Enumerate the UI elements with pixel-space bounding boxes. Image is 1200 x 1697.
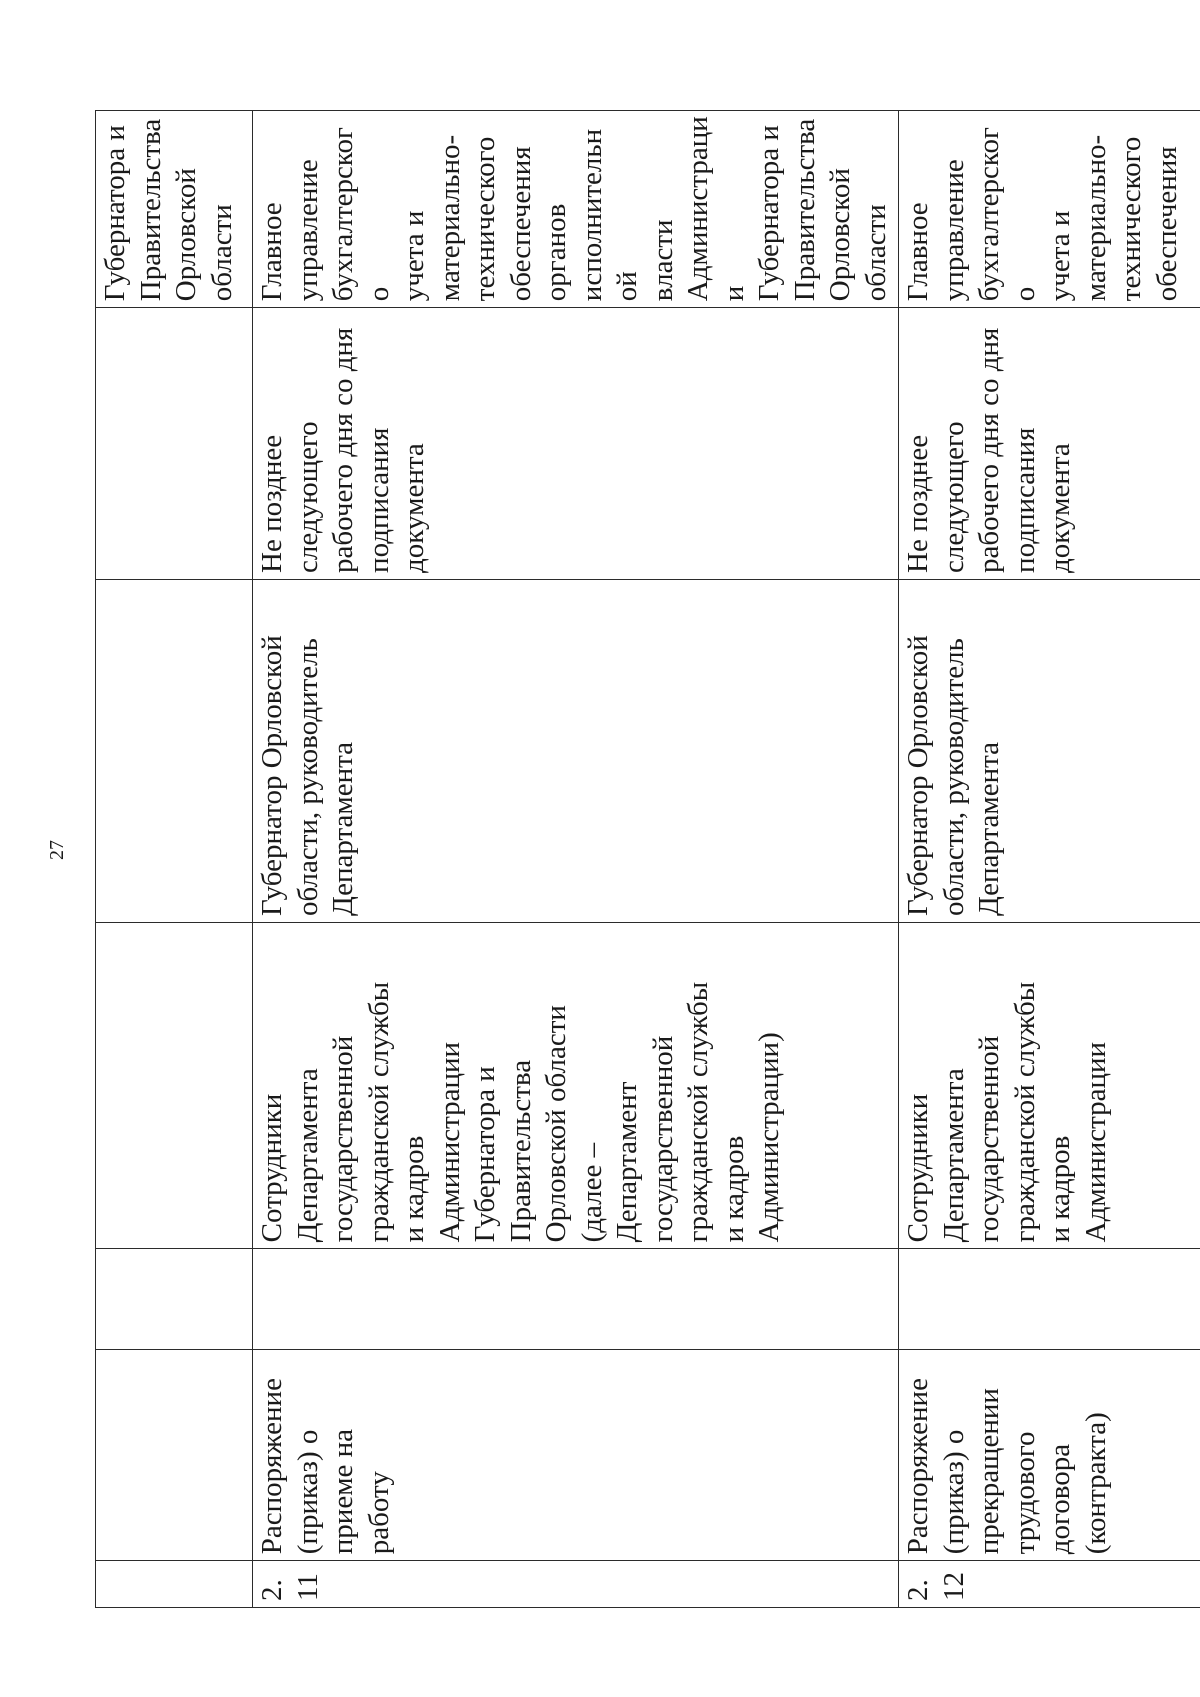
document-name: Распоряжение (приказ) о прекращении трудового договора (контракта) xyxy=(899,1349,1200,1561)
responsible-persons: Сотрудники Департамента государственной гражданской службы и кадров Администрации xyxy=(899,923,1200,1249)
document-name: Распоряжение (приказ) о приеме на работу xyxy=(253,1349,899,1561)
row-number: 2.12 xyxy=(899,1561,1200,1608)
table-cell xyxy=(96,1561,253,1608)
table-cell xyxy=(96,579,253,922)
table-cell-responsible-unit: Губернатора и Правительства Орловской области xyxy=(96,111,253,308)
table-row-2-12 xyxy=(899,111,1200,1608)
row-number: 2.11 xyxy=(253,1561,899,1608)
table-cell xyxy=(253,1249,899,1349)
rotated-document-table xyxy=(95,110,1183,1608)
document-table xyxy=(95,110,1200,1608)
table-row-continuation xyxy=(96,111,253,1608)
signers: Губернатор Орловской области, руководитель Департамента xyxy=(899,579,1200,922)
deadline: Не позднее следующего рабочего дня со дня подписания документа xyxy=(253,308,899,580)
table-cell xyxy=(96,1349,253,1561)
table-row-2-11 xyxy=(253,111,899,1608)
deadline: Не позднее следующего рабочего дня со дня подписания документа xyxy=(899,308,1200,580)
recipient-unit: Главное управление бухгалтерского учета и материально- технического обеспечения xyxy=(899,111,1200,308)
responsible-persons: Сотрудники Департамента государственной гражданской службы и кадров Администрации Губернатора и Правительства Орловской области (далее – Департамент государственной гражданской службы и кадров Администрации) xyxy=(253,923,899,1249)
table-cell xyxy=(96,308,253,580)
signers: Губернатор Орловской области, руководитель Департамента xyxy=(253,579,899,922)
recipient-unit: Главное управление бухгалтерского учета и материально- технического обеспечения органов исполнительной власти Администрации Губернатора и Правительства Орловской области xyxy=(253,111,899,308)
page-number: 27 xyxy=(46,840,68,860)
table-cell xyxy=(96,923,253,1249)
table-cell xyxy=(899,1249,1200,1349)
table-cell xyxy=(96,1249,253,1349)
